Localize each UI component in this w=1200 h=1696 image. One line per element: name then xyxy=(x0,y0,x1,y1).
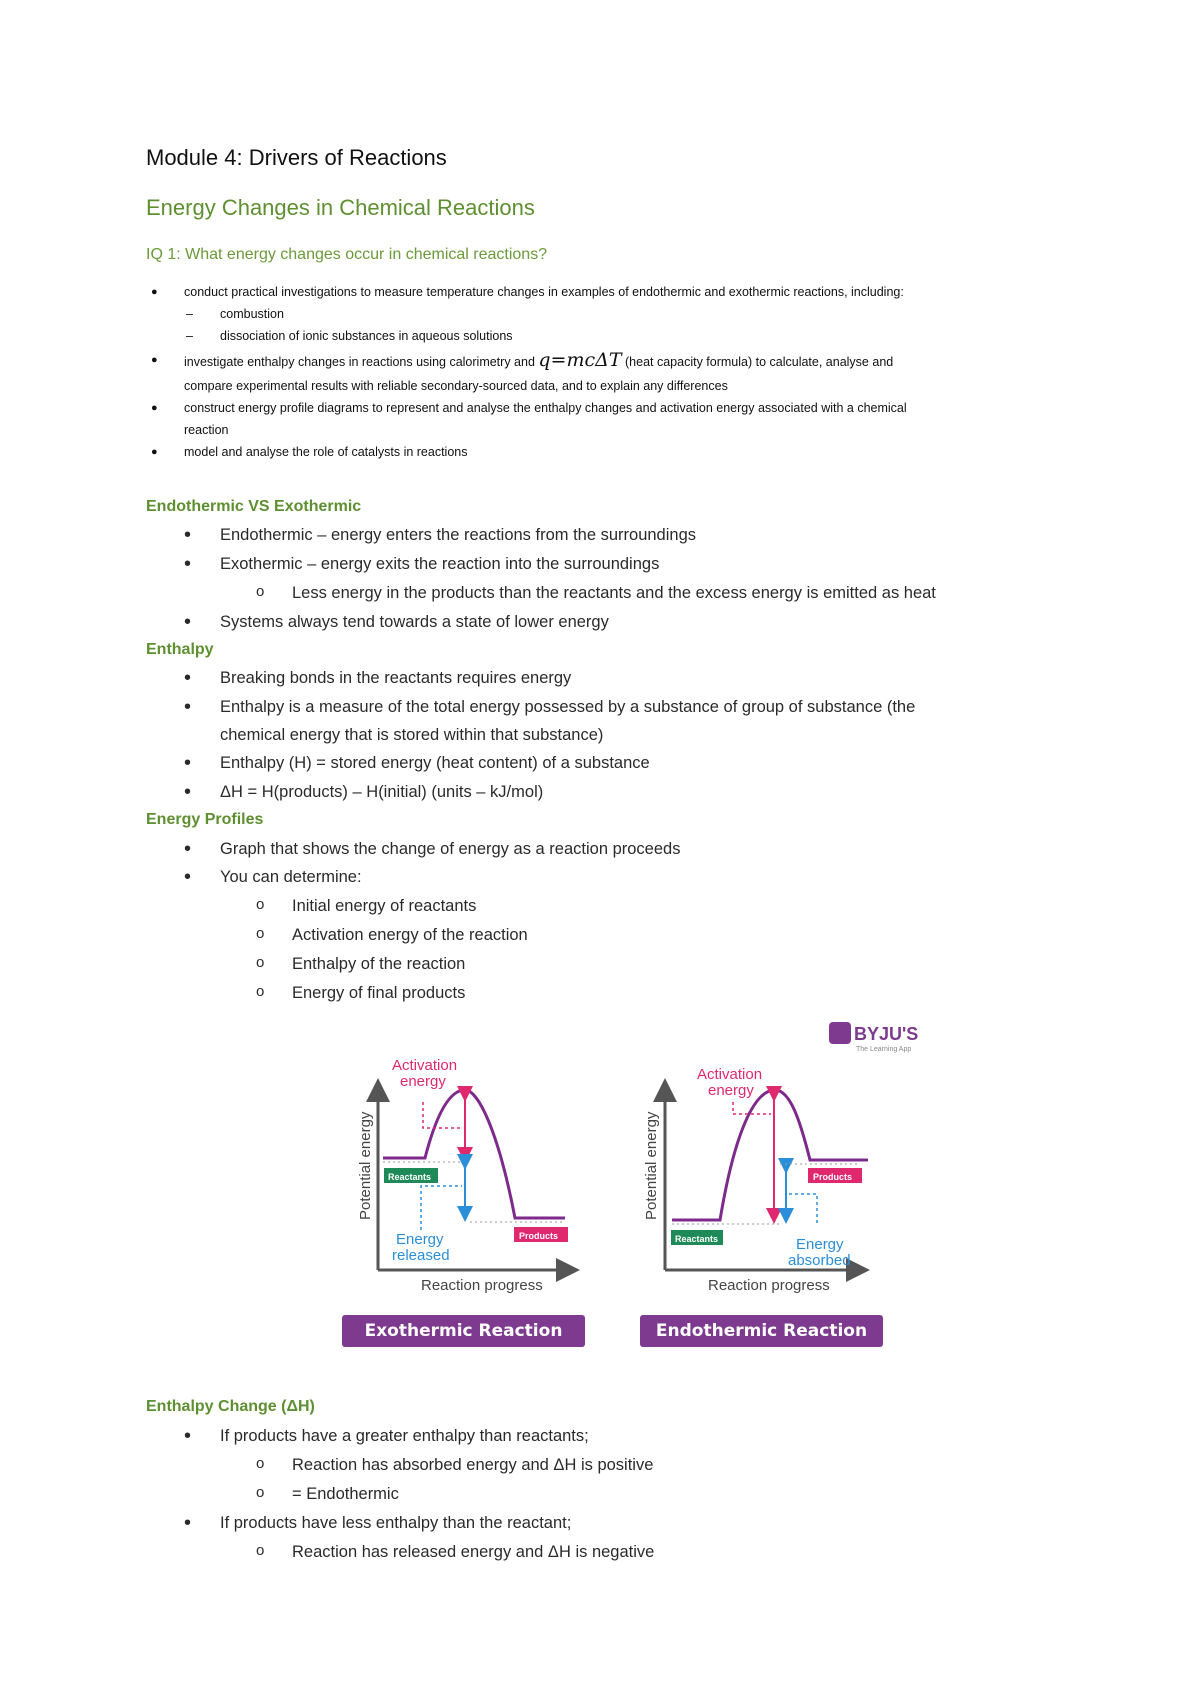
logo-mark xyxy=(829,1022,851,1044)
logo-text: BYJU'S xyxy=(854,1024,919,1044)
endothermic-chart xyxy=(643,1066,868,1294)
bullet-text: Enthalpy is a measure of the total energy possessed by a substance of group of substance (the xyxy=(220,698,916,716)
products-label: Products xyxy=(519,1231,559,1241)
syllabus-text: conduct practical investigations to measure temperature changes in examples of endothermic and exothermic reactions, including: xyxy=(184,285,904,299)
energy-label: Energy xyxy=(396,1231,444,1248)
x-axis-label: Reaction progress xyxy=(708,1277,830,1294)
bullet-text: If products have a greater enthalpy than reactants; xyxy=(220,1427,589,1445)
bullet-text: Reaction has released energy and ΔH is negative xyxy=(292,1543,655,1561)
syllabus-text: construct energy profile diagrams to represent and analyse the enthalpy changes and activation energy associated with a chemical xyxy=(184,401,907,415)
heading-energy-profiles: Energy Profiles xyxy=(146,811,264,828)
bullet-text: Less energy in the products than the reactants and the excess energy is emitted as heat xyxy=(292,584,936,602)
products-label: Products xyxy=(813,1172,853,1182)
activation-label: Activation xyxy=(392,1057,458,1074)
heading-enthalpy-change: Enthalpy Change (ΔH) xyxy=(146,1398,315,1415)
syllabus-text: (heat capacity formula) to calculate, analyse and xyxy=(625,355,894,369)
energy-label: Energy xyxy=(796,1236,844,1253)
syllabus-text: investigate enthalpy changes in reactions using calorimetry and xyxy=(184,355,535,369)
bullet-text: Enthalpy of the reaction xyxy=(292,955,466,973)
activation-label: energy xyxy=(400,1073,446,1090)
syllabus-text: model and analyse the role of catalysts in reactions xyxy=(184,445,468,459)
syllabus-item-continued xyxy=(146,419,1066,441)
bullet-text: Endothermic – energy enters the reactions from the surroundings xyxy=(220,526,697,544)
heading-endo-exo: Endothermic VS Exothermic xyxy=(146,498,362,515)
exothermic-chart xyxy=(357,1057,568,1294)
bullet-text: Enthalpy (H) = stored energy (heat content) of a substance xyxy=(220,754,650,772)
syllabus-item xyxy=(146,347,1066,375)
heat-formula: q=mcΔT xyxy=(538,349,622,371)
energy-leader xyxy=(789,1194,817,1226)
syllabus-text: compare experimental results with reliable secondary-sourced data, and to explain any differences xyxy=(184,379,728,393)
syllabus-item xyxy=(146,441,1066,463)
section-title: Energy Changes in Chemical Reactions xyxy=(146,195,535,220)
bullet-text: Activation energy of the reaction xyxy=(292,926,528,944)
heading-enthalpy: Enthalpy xyxy=(146,641,214,658)
syllabus-item xyxy=(146,281,1066,303)
reactants-label: Reactants xyxy=(388,1172,432,1182)
bullet-text: You can determine: xyxy=(220,868,362,886)
bullet-text: Energy of final products xyxy=(292,984,466,1002)
energy-leader xyxy=(421,1186,462,1230)
syllabus-list xyxy=(146,281,1066,463)
exothermic-caption: Exothermic Reaction xyxy=(342,1315,585,1347)
syllabus-item xyxy=(146,397,1066,419)
syllabus-item-continued xyxy=(146,375,1066,397)
bullet-text: = Endothermic xyxy=(292,1485,399,1503)
x-axis-label: Reaction progress xyxy=(421,1277,543,1294)
page-title: Module 4: Drivers of Reactions xyxy=(146,145,447,170)
bullet-continued: chemical energy that is stored within that substance) xyxy=(220,726,604,744)
byjus-logo xyxy=(829,1022,918,1053)
bullet-text: Graph that shows the change of energy as a reaction proceeds xyxy=(220,840,681,858)
endothermic-caption: Endothermic Reaction xyxy=(640,1315,883,1347)
syllabus-text: combustion xyxy=(220,307,284,321)
energy-label: absorbed xyxy=(788,1252,851,1269)
syllabus-subitem xyxy=(146,325,1066,347)
energy-curve xyxy=(383,1090,565,1218)
bullet-text: Reaction has absorbed energy and ΔH is positive xyxy=(292,1456,654,1474)
y-axis-label: Potential energy xyxy=(357,1111,374,1220)
bullet-text: If products have less enthalpy than the reactant; xyxy=(220,1514,572,1532)
activation-label: Activation xyxy=(697,1066,763,1083)
energy-label: released xyxy=(392,1247,450,1264)
activation-label: energy xyxy=(708,1082,754,1099)
energy-profile-figure xyxy=(0,1010,1200,1350)
inquiry-question: IQ 1: What energy changes occur in chemical reactions? xyxy=(146,246,548,263)
logo-tagline: The Learning App xyxy=(856,1046,912,1053)
syllabus-subitem xyxy=(146,303,1066,325)
bullet-text: Exothermic – energy exits the reaction into the surroundings xyxy=(220,555,660,573)
bullet-text: Initial energy of reactants xyxy=(292,897,477,915)
bullet-text: ΔH = H(products) – H(initial) (units – kJ/mol) xyxy=(220,783,544,801)
syllabus-text: reaction xyxy=(184,423,229,437)
bullet-text: Breaking bonds in the reactants requires energy xyxy=(220,669,572,687)
y-axis-label: Potential energy xyxy=(643,1111,660,1220)
activation-leader xyxy=(423,1102,462,1128)
bullet-text: Systems always tend towards a state of lower energy xyxy=(220,613,609,631)
reactants-label: Reactants xyxy=(675,1234,719,1244)
syllabus-text: dissociation of ionic substances in aqueous solutions xyxy=(220,329,513,343)
energy-curve xyxy=(672,1090,868,1220)
